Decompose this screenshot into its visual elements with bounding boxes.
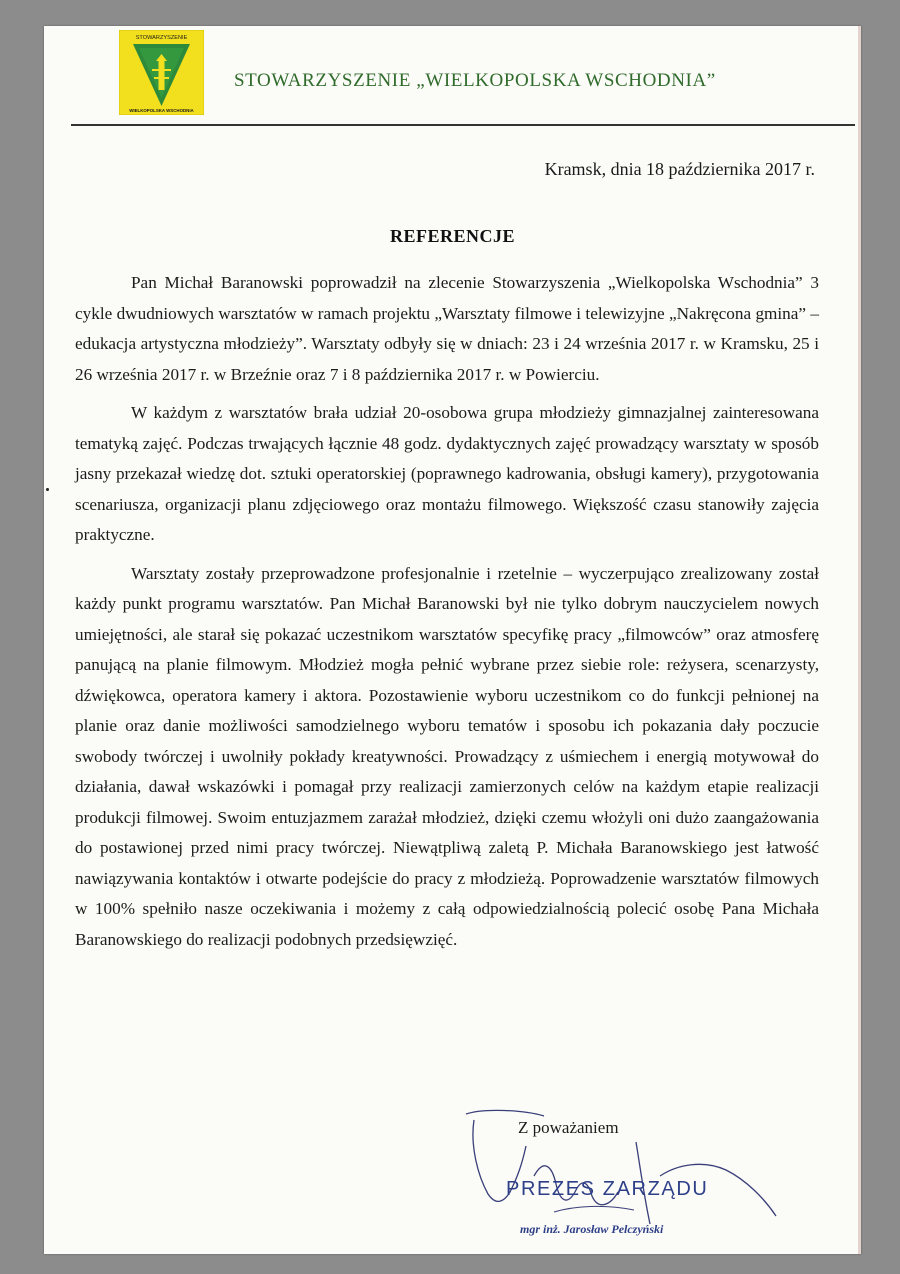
stamp-name: mgr inż. Jarosław Pelczyński — [520, 1222, 664, 1236]
paragraph-1: Pan Michał Baranowski poprowadził na zlecenie Stowarzyszenia „Wielkopolska Wschodnia” 3 cykle dwudniowych warsztatów w ramach projektu „Warsztaty filmowe i telewizyjne „Nakręcona gmina” – edukacja artystyczna młodzieży”. Warsztaty odbyły się w dniach: 23 i 24 września 2017 r. w Kramsku, 25 i 26 września 2017 r. w Brzeźnie oraz 7 i 8 października 2017 r. w Powierciu. — [75, 273, 819, 384]
logo-top-text: STOWARZYSZENIE — [135, 35, 188, 41]
organization-name: STOWARZYSZENIE „WIELKOPOLSKA WSCHODNIA” — [234, 70, 716, 91]
header-divider — [71, 124, 855, 126]
document-title: REFERENCJE — [389, 226, 515, 246]
closing-greeting: Z poważaniem — [518, 1118, 619, 1137]
letter-page — [44, 26, 861, 1254]
letter-body — [75, 268, 819, 963]
paragraph-3: Warsztaty zostały przeprowadzone profesjonalnie i rzetelnie – wyczerpująco zrealizowany został każdy punkt programu warsztatów. Pan Michał Baranowski był nie tylko dobrym nauczycielem nowych umiejętności, ale starał się pokazać uczestnikom warsztatów specyfikę pracy „filmowców” oraz atmosferę panującą na planie filmowym. Młodzież mogła pełnić wybrane przez siebie role: reżysera, scenarzysty, dźwiękowca, operatora kamery i aktora. Pozostawienie wyboru uczestnikom co do funkcji pełnionej na planie oraz danie możliwości samodzielnego wyboru tematów i sposobu ich pokazania dały poczucie swobody twórczej i uwolniły pokłady kreatywności. Prowadzący z uśmiechem i energią motywował do działania, dawał wskazówki i pomagał przy realizacji zamierzonych celów na każdym etapie realizacji produkcji filmowej. Swoim entuzjazmem zarażał młodzież, dzięki czemu włożyli oni dużo zaangażowania do postawionej przed nimi pracy twórczej. Niewątpliwą zaletą P. Michała Baranowskiego jest łatwość nawiązywania kontaktów i otwarte podejście do pracy z młodzieżą. Poprowadzenie warsztatów filmowych w 100% spełniło nasze oczekiwania i możemy z całą odpowiedzialnością polecić osobę Pana Michała Baranowskiego do realizacji podobnych przedsięwzięć. — [75, 563, 819, 949]
paragraph-2: W każdym z warsztatów brała udział 20-osobowa grupa młodzieży gimnazjalnej zainteresowana tematyką zajęć. Podczas trwających łącznie 48 godz. dydaktycznych zajęć prowadzący warsztaty w sposób jasny przekazał wiedzę dot. sztuki operatorskiej (poprawnego kadrowania, obsługi kamery), przygotowania scenariusza, organizacji planu zdjęciowego oraz montażu filmowego. Większość czasu stanowiły zajęcia praktyczne. — [75, 403, 819, 544]
handwritten-signature — [464, 1106, 794, 1236]
organization-logo — [119, 30, 204, 115]
page-edge — [858, 26, 861, 1254]
scan-mark — [46, 488, 49, 491]
stamp-title: PREZES ZARZĄDU — [506, 1178, 709, 1200]
logo-bottom-text: WIELKOPOLSKA WSCHODNIA — [129, 108, 194, 113]
place-and-date: Kramsk, dnia 18 października 2017 r. — [544, 159, 815, 179]
